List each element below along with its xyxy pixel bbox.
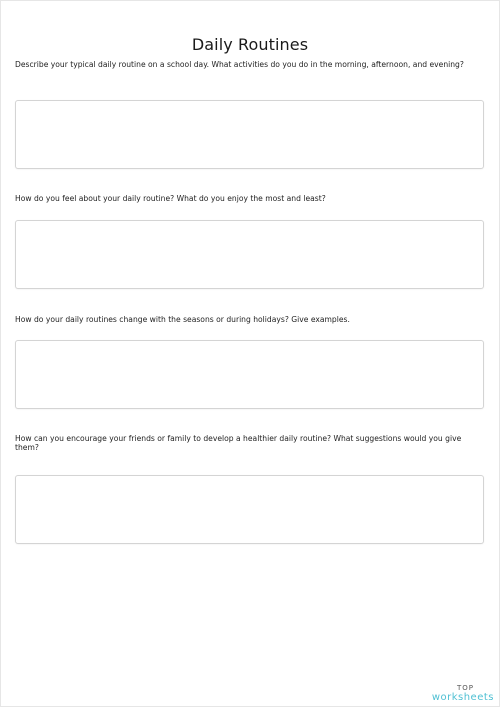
question-1: Describe your typical daily routine on a school day. What activities do you do in the morning, afternoon, and evening? [15,60,464,69]
topworksheets-logo [432,684,494,703]
question-3: How do your daily routines change with the seasons or during holidays? Give examples. [15,315,350,324]
answer-box-1[interactable] [15,100,484,169]
logo-top-text: TOP [456,684,474,692]
page-title: Daily Routines [191,34,309,54]
logo-bottom-text: worksheets [431,692,494,703]
answer-box-4[interactable] [15,475,484,544]
answer-box-2[interactable] [15,220,484,289]
question-2: How do you feel about your daily routine? What do you enjoy the most and least? [15,194,326,203]
answer-box-3[interactable] [15,340,484,409]
question-4: How can you encourage your friends or family to develop a healthier daily routine? What suggestions would you give them? [15,434,462,452]
